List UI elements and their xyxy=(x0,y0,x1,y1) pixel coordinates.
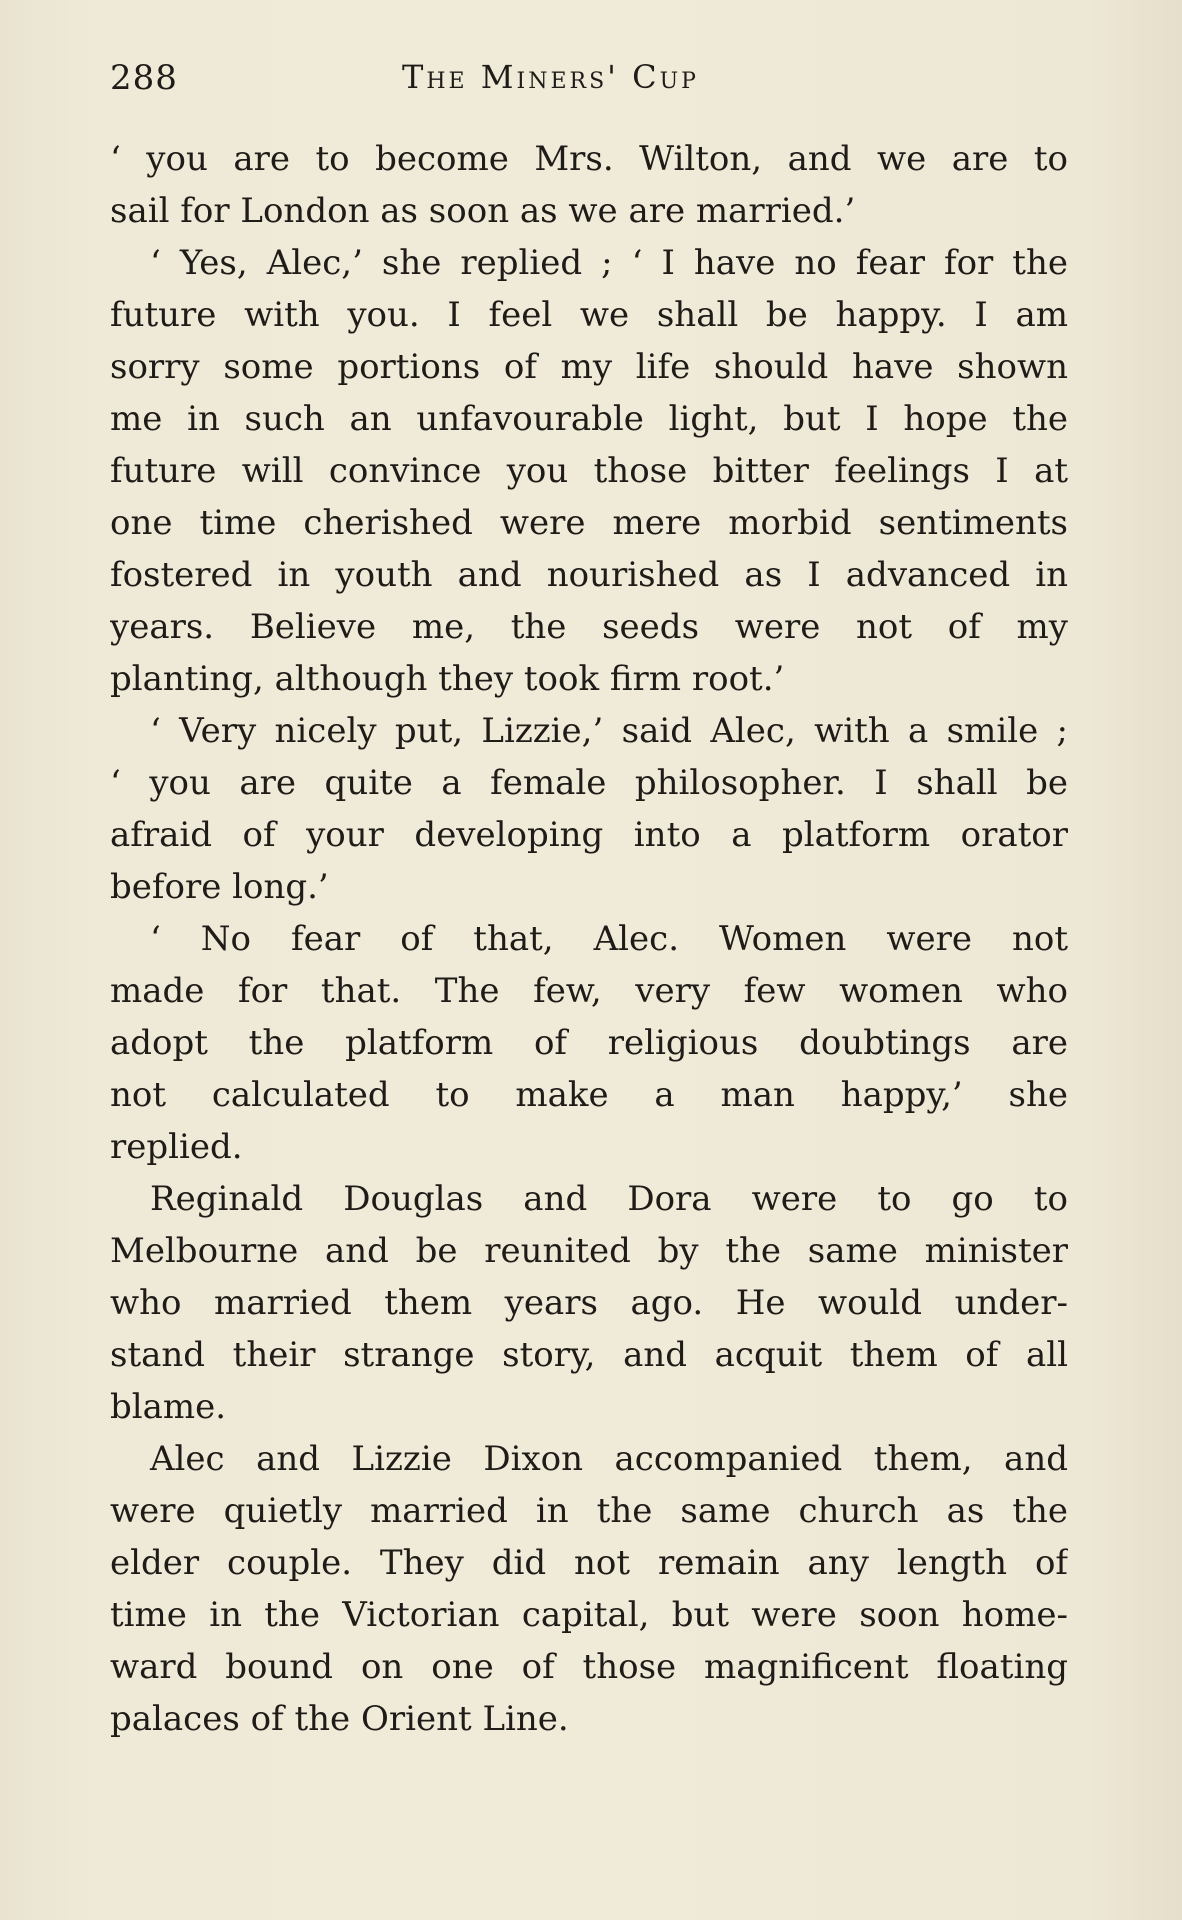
text-line: afraid of your developing into a platform orator xyxy=(110,815,1068,855)
running-title: The Miners' Cup xyxy=(402,58,699,96)
text-line: fostered in youth and nourished as I advanced in xyxy=(110,555,1068,595)
page-header xyxy=(110,58,1068,108)
text-line: time in the Victorian capital, but were soon home- xyxy=(110,1595,1068,1635)
text-line: stand their strange story, and acquit them of all xyxy=(110,1335,1068,1375)
text-line: ‘ Yes, Alec,’ she replied ; ‘ I have no fear for the xyxy=(150,243,1068,283)
text-line: Reginald Douglas and Dora were to go to xyxy=(150,1179,1068,1219)
text-line: ward bound on one of those magnificent floating xyxy=(110,1647,1068,1687)
text-line: planting, although they took firm root.’ xyxy=(110,659,785,699)
text-line: palaces of the Orient Line. xyxy=(110,1699,569,1739)
text-line: sorry some portions of my life should have shown xyxy=(110,347,1068,387)
text-line: future will convince you those bitter feelings I at xyxy=(110,451,1068,491)
paragraph xyxy=(110,1173,1068,1433)
text-line: before long.’ xyxy=(110,867,329,907)
text-line: sail for London as soon as we are married.’ xyxy=(110,191,856,231)
text-line: years. Believe me, the seeds were not of my xyxy=(110,607,1068,647)
text-line: were quietly married in the same church as the xyxy=(110,1491,1068,1531)
text-line: Alec and Lizzie Dixon accompanied them, and xyxy=(150,1439,1068,1479)
paragraph xyxy=(110,237,1068,705)
paragraph xyxy=(110,1433,1068,1745)
text-line: elder couple. They did not remain any length of xyxy=(110,1543,1068,1583)
paragraph xyxy=(110,705,1068,913)
text-line: ‘ you are to become Mrs. Wilton, and we are to xyxy=(110,139,1068,179)
page-number: 288 xyxy=(110,58,178,98)
text-line: who married them years ago. He would under- xyxy=(110,1283,1068,1323)
text-line: ‘ No fear of that, Alec. Women were not xyxy=(150,919,1068,959)
text-line: replied. xyxy=(110,1127,243,1167)
text-line: one time cherished were mere morbid sentiments xyxy=(110,503,1068,543)
text-line: made for that. The few, very few women who xyxy=(110,971,1068,1011)
text-line: Melbourne and be reunited by the same minister xyxy=(110,1231,1068,1271)
text-line: ‘ you are quite a female philosopher. I shall be xyxy=(110,763,1068,803)
body-text xyxy=(110,133,1068,1745)
paragraph xyxy=(110,913,1068,1173)
text-line: ‘ Very nicely put, Lizzie,’ said Alec, with a smile ; xyxy=(150,711,1068,751)
text-line: blame. xyxy=(110,1387,227,1427)
text-line: adopt the platform of religious doubtings are xyxy=(110,1023,1068,1063)
text-line: future with you. I feel we shall be happy. I am xyxy=(110,295,1068,335)
text-line: not calculated to make a man happy,’ she xyxy=(110,1075,1068,1115)
text-line: me in such an unfavourable light, but I hope the xyxy=(110,399,1068,439)
paragraph xyxy=(110,133,1068,237)
